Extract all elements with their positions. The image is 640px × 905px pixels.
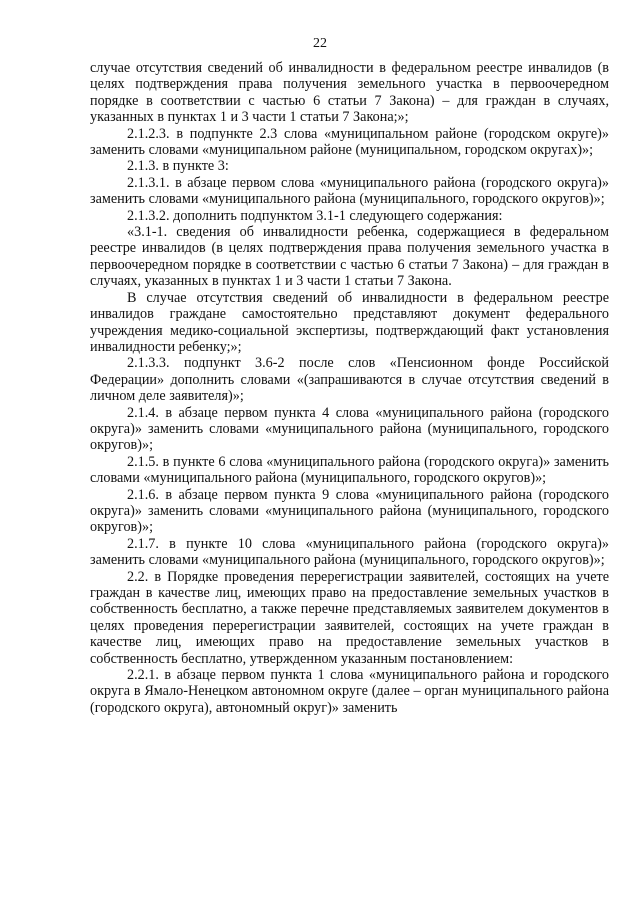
paragraph: 2.1.3. в пункте 3: [127,158,229,175]
paragraph: 2.1.5. в пункте 6 слова «муниципального района (городского округа)» заменить словами «муниципального района (муниципального, городского округов)»; [90,453,609,487]
paragraph: 2.1.3.3. подпункт 3.6-2 после слов «Пенсионном фонде Российской Федерации» дополнить словами «(запрашиваются в случае отсутствия сведений в личном деле заявителя)»; [90,355,609,405]
paragraph: 2.1.4. в абзаце первом пункта 4 слова «муниципального района (городского округа)» заменить словами «муниципального района (муниципального, городского округов)»; [90,404,609,454]
paragraph: 2.2.1. в абзаце первом пункта 1 слова «муниципального района и городского округа в Ямало-Ненецком автономном округе (далее – орган муниципального района (городского округа), автономный округ)» заменить [90,667,609,716]
paragraph: «3.1-1. сведения об инвалидности ребенка, содержащиеся в федеральном реестре инвалидов (в целях подтверждения права получения земельного участка в первоочередном порядке в соответствии с частью 6 статьи 7 Закона) – для граждан в случаях, указанных в пунктах 1 и 3 части 1 статьи 7 Закона. [90,224,609,290]
document-body [90,60,609,716]
paragraph: случае отсутствия сведений об инвалидности в федеральном реестре инвалидов (в целях подтверждения права получения земельного участка в первоочередном порядке в соответствии с частью 6 статьи 7 Закона) – для граждан в случаях, указанных в пунктах 1 и 3 части 1 статьи 7 Закона;»; [90,60,609,126]
paragraph: В случае отсутствия сведений об инвалидности в федеральном реестре инвалидов граждане самостоятельно представляют документ федерального учреждения медико-социальной экспертизы, подтверждающий факт установления инвалидности ребенку;»; [90,289,609,355]
paragraph: 2.1.6. в абзаце первом пункта 9 слова «муниципального района (городского округа)» заменить словами «муниципального района (муниципального, городского округов)»; [90,486,609,536]
paragraph: 2.1.3.2. дополнить подпунктом 3.1-1 следующего содержания: [127,207,503,224]
paragraph: 2.1.2.3. в подпункте 2.3 слова «муниципальном районе (городском округе)» заменить словами «муниципальном районе (муниципальном, городском округах)»; [90,125,609,159]
paragraph: 2.1.3.1. в абзаце первом слова «муниципального района (городского округа)» заменить словами «муниципального района (муниципального, городского округов)»; [90,174,609,208]
paragraph: 2.1.7. в пункте 10 слова «муниципального района (городского округа)» заменить словами «муниципального района (муниципального, городского округов)»; [90,535,609,569]
paragraph: 2.2. в Порядке проведения перерегистрации заявителей, состоящих на учете граждан в качестве лиц, имеющих право на предоставление земельных участков в собственность бесплатно, а также перечне представляемых заявителем документов в целях проведения перерегистрации заявителей, состоящих на учете граждан в качестве лиц, имеющих право на предоставление земельных участков в собственность бесплатно, утвержденном указанным постановлением: [90,568,609,667]
page-number: 22 [313,36,327,51]
